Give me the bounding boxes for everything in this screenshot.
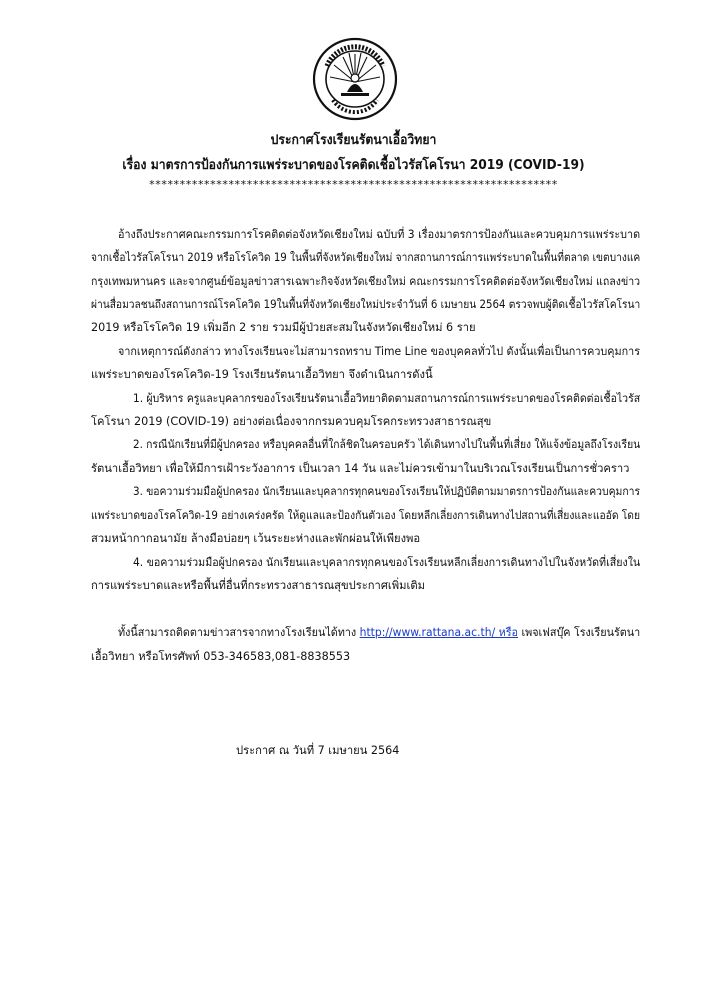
- text-line: จากเหตุการณ์ดังกล่าว ทางโรงเรียนจะไม่สามารถทราบ Time Line ของบุคคลทั่วไป ดังนั้นเพื่อเป็นการควบคุมการ: [118, 345, 641, 358]
- text-line: 1. ผู้บริหาร ครูและบุคลากรของโรงเรียนรัตนาเอื้อวิทยาติดตามสถานการณ์การแพร่ระบาดของโรคติดต่อเชื้อไวรัส: [133, 392, 641, 405]
- school-seal-icon: [311, 36, 399, 122]
- text-line: จากเชื้อไวรัสโคโรนา 2019 หรือโรโควิด 19 ในพื้นที่จังหวัดเชียงใหม่ จากสถานการณ์การแพร่ระบาดในพื้นที่ตลาด เขตบางแค: [91, 251, 641, 264]
- text-line: 4. ขอความร่วมมือผู้ปกครอง นักเรียนและบุคลากรทุกคนของโรงเรียนหลีกเลี่ยงการเดินทางไปในจังหวัดที่เสี่ยงใน: [133, 556, 641, 569]
- school-website-link[interactable]: http://www.rattana.ac.th/ หรือ: [359, 626, 519, 639]
- contact-prefix: ทั้งนี้สามารถติดตามข่าวสารจากทางโรงเรียนได้ทาง: [118, 626, 360, 639]
- text-line: อ้างถึงประกาศคณะกรรมการโรคติดต่อจังหวัดเชียงใหม่ ฉบับที่ 3 เรื่องมาตรการป้องกันและควบคุมการแพร่ระบาด: [118, 228, 641, 241]
- asterisk-divider: *******************************************************************: [149, 178, 558, 191]
- announcement-date: ประกาศ ณ วันที่ 7 เมษายน 2564: [236, 744, 400, 757]
- contact-phone-line: เอื้อวิทยา หรือโทรศัพท์ 053-346583,081-8838553: [91, 650, 351, 663]
- text-line: รัตนาเอื้อวิทยา เพื่อให้มีการเฝ้าระวังอาการ เป็นเวลา 14 วัน และไม่ควรเข้ามาในบริเวณโรงเรียนเป็นการชั่วคราว: [91, 462, 630, 475]
- contact-suffix: เพจเฟสบุ๊ค โรงเรียนรัตนา: [518, 626, 641, 639]
- text-line: 3. ขอความร่วมมือผู้ปกครอง นักเรียนและบุคลากรทุกคนของโรงเรียนให้ปฏิบัติตามมาตรการป้องกันและควบคุมการ: [133, 485, 641, 498]
- announcement-subject: เรื่อง มาตรการป้องกันการแพร่ระบาดของโรคติดเชื้อไวรัสโคโรนา 2019 (COVID-19): [122, 157, 585, 173]
- text-line: โคโรนา 2019 (COVID-19) อย่างต่อเนื่องจากกรมควบคุมโรคกระทรวงสาธารณสุข: [91, 415, 492, 428]
- text-line: สวมหน้ากากอนามัย ล้างมือบ่อยๆ เว้นระยะห่างและพักผ่อนให้เพียงพอ: [91, 532, 421, 545]
- text-line: 2. กรณีนักเรียนที่มีผู้ปกครอง หรือบุคคลอื่นที่ใกล้ชิดในครอบครัว ได้เดินทางไปในพื้นที่เสี่ยง ให้แจ้งข้อมูลถึงโรงเรียน: [133, 438, 641, 451]
- text-line: ผ่านสื่อมวลชนถึงสถานการณ์โรคโควิด 19ในพื้นที่จังหวัดเชียงใหม่ประจำวันที่ 6 เมษายน 2564 ตรวจพบผู้ติดเชื้อไวรัสโคโรนา: [91, 298, 641, 311]
- text-line: กรุงเทพมหานคร และจากศูนย์ข้อมูลข่าวสารเฉพาะกิจจังหวัดเชียงใหม่ คณะกรรมการโรคติดต่อจังหวัดเชียงใหม่ แถลงข่าว: [91, 275, 641, 288]
- text-line: 2019 หรือโรโควิด 19 เพิ่มอีก 2 ราย รวมมีผู้ป่วยสะสมในจังหวัดเชียงใหม่ 6 ราย: [91, 321, 476, 334]
- text-line: แพร่ระบาดของโรคโควิด-19 อย่างเคร่งครัด ให้ดูแลและป้องกันตัวเอง โดยหลีกเลี่ยงการเดินทางไปสถานที่เสี่ยงและแออัด โดย: [91, 509, 641, 522]
- contact-line: [118, 625, 640, 641]
- text-line: แพร่ระบาดของโรคโควิด-19 โรงเรียนรัตนาเอื้อวิทยา จึงดำเนินการดังนี้: [91, 368, 433, 381]
- announcement-title: ประกาศโรงเรียนรัตนาเอื้อวิทยา: [270, 132, 437, 148]
- text-line: การแพร่ระบาดและหรือพื้นที่อื่นที่กระทรวงสาธารณสุขประกาศเพิ่มเติม: [91, 579, 425, 592]
